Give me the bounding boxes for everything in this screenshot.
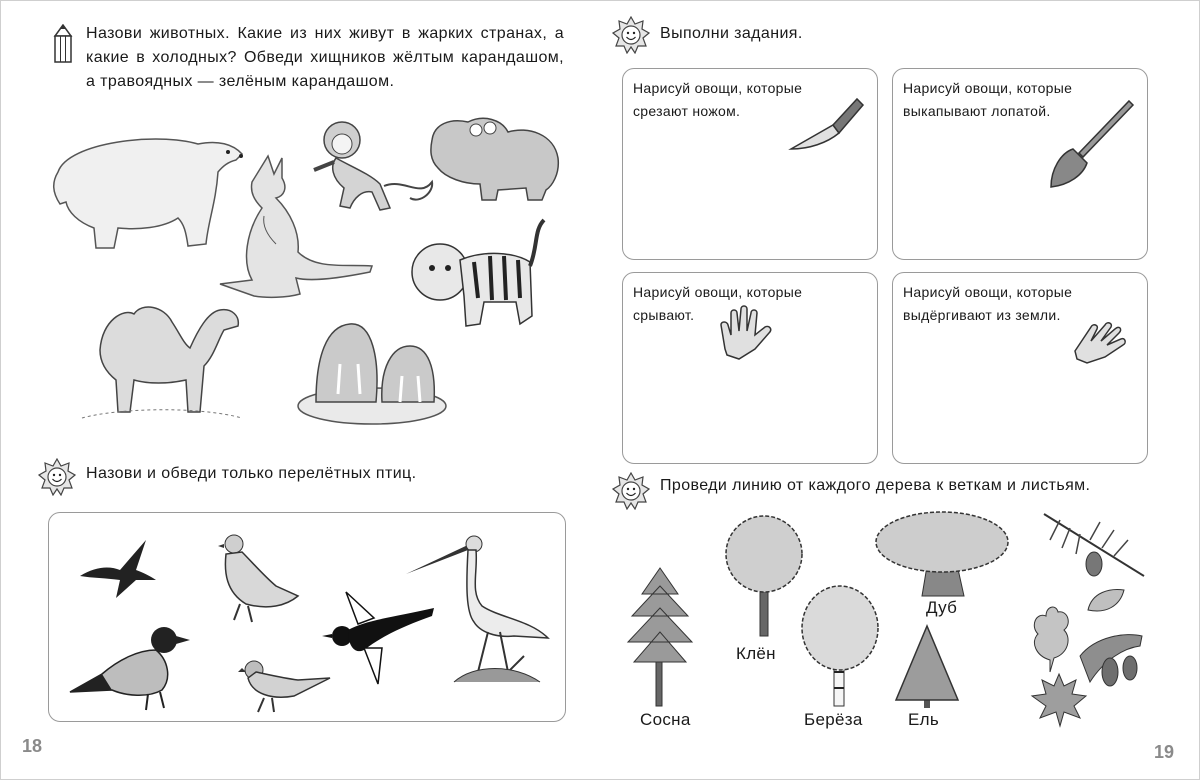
task-box-text: Нарисуй овощи, которые срезают ножом. bbox=[633, 80, 803, 119]
tree-label-spruce: Ель bbox=[908, 710, 940, 729]
task-box-text: Нарисуй овощи, которые выдёргивают из земли. bbox=[903, 284, 1073, 323]
birch-leaf-illustration bbox=[1086, 586, 1126, 616]
task1-text: Назови животных. Какие из них живут в жарких странах, а какие в холодных? Обведи хищников жёлтым карандашом, а травоядных — зелёным карандашом. bbox=[86, 25, 564, 90]
monkey-illustration bbox=[310, 118, 436, 216]
spruce-tree-illustration bbox=[894, 624, 960, 710]
swallow-illustration bbox=[76, 536, 158, 600]
task-box-pull bbox=[892, 272, 1148, 464]
knife-icon bbox=[787, 95, 865, 155]
task4-text: Проведи линию от каждого дерева к веткам и листьям. bbox=[660, 477, 1091, 494]
glove-icon bbox=[717, 305, 775, 361]
task-box-text: Нарисуй овощи, которые выкапывают лопатой. bbox=[903, 80, 1073, 119]
pine-branch-illustration bbox=[1040, 510, 1148, 580]
walruses-illustration bbox=[296, 318, 448, 430]
smiley-sun-icon bbox=[38, 458, 76, 496]
page-number-right: 19 bbox=[1154, 742, 1175, 762]
page-number-left: 18 bbox=[22, 736, 43, 756]
crow-illustration bbox=[68, 620, 192, 712]
shovel-icon bbox=[1043, 97, 1135, 189]
hippo-illustration bbox=[428, 110, 564, 202]
tree-label-maple: Клён bbox=[736, 644, 776, 663]
tree-label-birch: Берёза bbox=[804, 710, 863, 729]
task-box-shovel bbox=[892, 68, 1148, 260]
oak-tree-illustration bbox=[872, 510, 1012, 598]
camel-illustration bbox=[78, 300, 246, 428]
task2-text: Назови и обведи только перелётных птиц. bbox=[86, 465, 417, 482]
tree-label-oak: Дуб bbox=[926, 598, 958, 617]
stork-illustration bbox=[404, 532, 552, 688]
task-box-text: Нарисуй овощи, которые срывают. bbox=[633, 284, 803, 323]
polar-bear-illustration bbox=[48, 132, 244, 254]
task-box-pick bbox=[622, 272, 878, 464]
maple-leaf-illustration bbox=[1030, 672, 1088, 728]
task-box-knife bbox=[622, 68, 878, 260]
task3-text: Выполни задания. bbox=[660, 25, 803, 42]
pine-tree-illustration bbox=[624, 566, 696, 708]
glove-icon bbox=[1071, 321, 1129, 365]
maple-tree-illustration bbox=[720, 514, 808, 640]
birch-tree-illustration bbox=[798, 584, 882, 708]
smiley-sun-icon bbox=[612, 472, 650, 510]
smiley-sun-icon bbox=[612, 16, 650, 54]
dove-illustration bbox=[216, 532, 302, 624]
oak-leaf-illustration bbox=[1028, 602, 1074, 674]
tree-label-pine: Сосна bbox=[640, 710, 691, 729]
pencil-icon bbox=[52, 24, 74, 64]
sparrow-illustration bbox=[238, 656, 332, 714]
